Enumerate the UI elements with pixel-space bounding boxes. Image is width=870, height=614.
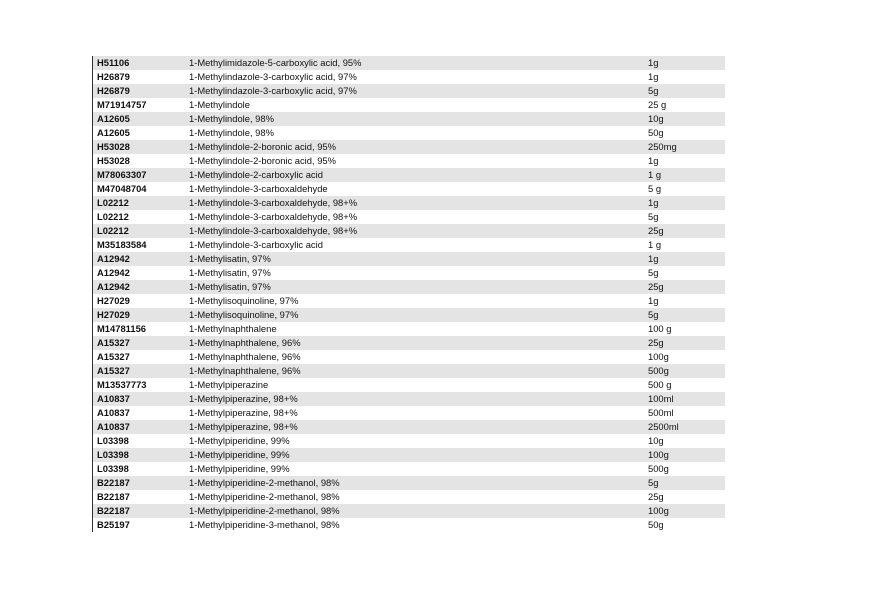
quantity-cell: 1g [648,155,659,166]
product-name-cell: 1-Methylpiperazine, 98+% [189,421,298,432]
catalog-code-cell: A10837 [97,407,130,418]
table-row [93,140,725,154]
product-name-cell: 1-Methylisatin, 97% [189,281,271,292]
table-row [93,196,725,210]
catalog-code-cell: A12942 [97,267,130,278]
product-name-cell: 1-Methylnaphthalene [189,323,277,334]
product-name-cell: 1-Methylindazole-3-carboxylic acid, 97% [189,71,357,82]
quantity-cell: 25g [648,491,664,502]
catalog-code-cell: M14781156 [97,323,147,334]
catalog-code-cell: H51106 [97,57,130,68]
catalog-code-cell: A12605 [97,113,130,124]
product-name-cell: 1-Methylpiperazine, 98+% [189,393,298,404]
product-name-cell: 1-Methylisoquinoline, 97% [189,309,299,320]
product-name-cell: 1-Methylpiperidine-3-methanol, 98% [189,519,340,530]
catalog-code-cell: A12942 [97,253,130,264]
catalog-code-cell: B22187 [97,477,130,488]
table-row [93,84,725,98]
table-row [93,210,725,224]
product-name-cell: 1-Methylimidazole-5-carboxylic acid, 95% [189,57,362,68]
table-row [93,350,725,364]
table-row [93,490,725,504]
quantity-cell: 1g [648,295,659,306]
catalog-code-cell: L03398 [97,449,129,460]
table-row [93,56,725,70]
catalog-code-cell: L02212 [97,197,129,208]
quantity-cell: 500 g [648,379,672,390]
quantity-cell: 1g [648,197,659,208]
product-name-cell: 1-Methylpiperazine, 98+% [189,407,298,418]
table-row [93,294,725,308]
table-row [93,364,725,378]
catalog-code-cell: A10837 [97,393,130,404]
quantity-cell: 5g [648,309,659,320]
catalog-code-cell: M71914757 [97,99,147,110]
catalog-code-cell: A15327 [97,351,130,362]
product-name-cell: 1-Methylpiperidine-2-methanol, 98% [189,491,340,502]
quantity-cell: 100g [648,449,669,460]
product-name-cell: 1-Methylisatin, 97% [189,267,271,278]
table-row [93,420,725,434]
quantity-cell: 5g [648,211,659,222]
catalog-code-cell: A15327 [97,337,130,348]
product-name-cell: 1-Methylpiperidine, 99% [189,463,290,474]
catalog-code-cell: M13537773 [97,379,147,390]
quantity-cell: 100 g [648,323,672,334]
table-row [93,462,725,476]
catalog-code-cell: L03398 [97,435,129,446]
product-table [92,56,725,532]
quantity-cell: 5 g [648,183,662,194]
quantity-cell: 1 g [648,239,662,250]
product-name-cell: 1-Methylindole [189,99,250,110]
product-name-cell: 1-Methylnaphthalene, 96% [189,351,301,362]
product-name-cell: 1-Methylindole-3-carboxaldehyde, 98+% [189,225,358,236]
table-row [93,448,725,462]
table-row [93,322,725,336]
product-name-cell: 1-Methylnaphthalene, 96% [189,365,301,376]
product-name-cell: 1-Methylisoquinoline, 97% [189,295,299,306]
quantity-cell: 25 g [648,99,667,110]
catalog-code-cell: H27029 [97,309,130,320]
quantity-cell: 50g [648,519,664,530]
quantity-cell: 10g [648,435,664,446]
quantity-cell: 1 g [648,169,662,180]
catalog-code-cell: A12942 [97,281,130,292]
catalog-code-cell: M35183584 [97,239,147,250]
catalog-code-cell: H53028 [97,155,130,166]
quantity-cell: 5g [648,267,659,278]
quantity-cell: 1g [648,57,659,68]
table-row [93,406,725,420]
quantity-cell: 2500ml [648,421,679,432]
table-row [93,112,725,126]
catalog-code-cell: M47048704 [97,183,147,194]
quantity-cell: 100g [648,505,669,516]
product-name-cell: 1-Methylpiperazine [189,379,269,390]
table-row [93,280,725,294]
quantity-cell: 1g [648,71,659,82]
product-name-cell: 1-Methylindazole-3-carboxylic acid, 97% [189,85,357,96]
catalog-code-cell: L02212 [97,211,129,222]
product-name-cell: 1-Methylindole-3-carboxylic acid [189,239,323,250]
table-row [93,266,725,280]
catalog-code-cell: H26879 [97,71,130,82]
table-row [93,252,725,266]
table-row [93,238,725,252]
quantity-cell: 50g [648,127,664,138]
quantity-cell: 100ml [648,393,674,404]
table-row [93,168,725,182]
catalog-code-cell: H53028 [97,141,130,152]
quantity-cell: 250mg [648,141,677,152]
quantity-cell: 25g [648,225,664,236]
product-name-cell: 1-Methylindole-2-boronic acid, 95% [189,155,336,166]
table-row [93,476,725,490]
catalog-code-cell: H26879 [97,85,130,96]
table-row [93,336,725,350]
catalog-code-cell: H27029 [97,295,130,306]
quantity-cell: 5g [648,85,659,96]
product-name-cell: 1-Methylindole-3-carboxaldehyde, 98+% [189,211,358,222]
product-name-cell: 1-Methylindole, 98% [189,113,274,124]
catalog-code-cell: M78063307 [97,169,147,180]
quantity-cell: 25g [648,337,664,348]
table-row [93,126,725,140]
product-name-cell: 1-Methylindole-3-carboxaldehyde [189,183,328,194]
table-row [93,182,725,196]
table-row [93,308,725,322]
quantity-cell: 5g [648,477,659,488]
catalog-code-cell: B22187 [97,505,130,516]
quantity-cell: 500g [648,365,669,376]
catalog-code-cell: B22187 [97,491,130,502]
quantity-cell: 10g [648,113,664,124]
quantity-cell: 25g [648,281,664,292]
product-name-cell: 1-Methylpiperidine-2-methanol, 98% [189,505,340,516]
table-row [93,98,725,112]
table-row [93,154,725,168]
quantity-cell: 500ml [648,407,674,418]
product-name-cell: 1-Methylindole-2-boronic acid, 95% [189,141,336,152]
quantity-cell: 500g [648,463,669,474]
table-row [93,378,725,392]
product-name-cell: 1-Methylnaphthalene, 96% [189,337,301,348]
product-name-cell: 1-Methylisatin, 97% [189,253,271,264]
product-name-cell: 1-Methylpiperidine-2-methanol, 98% [189,477,340,488]
table-row [93,504,725,518]
table-row [93,70,725,84]
catalog-code-cell: A15327 [97,365,130,376]
quantity-cell: 1g [648,253,659,264]
product-name-cell: 1-Methylindole-2-carboxylic acid [189,169,323,180]
product-name-cell: 1-Methylindole, 98% [189,127,274,138]
product-name-cell: 1-Methylindole-3-carboxaldehyde, 98+% [189,197,358,208]
catalog-code-cell: A10837 [97,421,130,432]
product-name-cell: 1-Methylpiperidine, 99% [189,449,290,460]
catalog-code-cell: B25197 [97,519,130,530]
table-row [93,224,725,238]
table-row [93,434,725,448]
table-row [93,392,725,406]
product-name-cell: 1-Methylpiperidine, 99% [189,435,290,446]
catalog-code-cell: L02212 [97,225,129,236]
table-row [93,518,725,532]
catalog-code-cell: A12605 [97,127,130,138]
quantity-cell: 100g [648,351,669,362]
catalog-code-cell: L03398 [97,463,129,474]
